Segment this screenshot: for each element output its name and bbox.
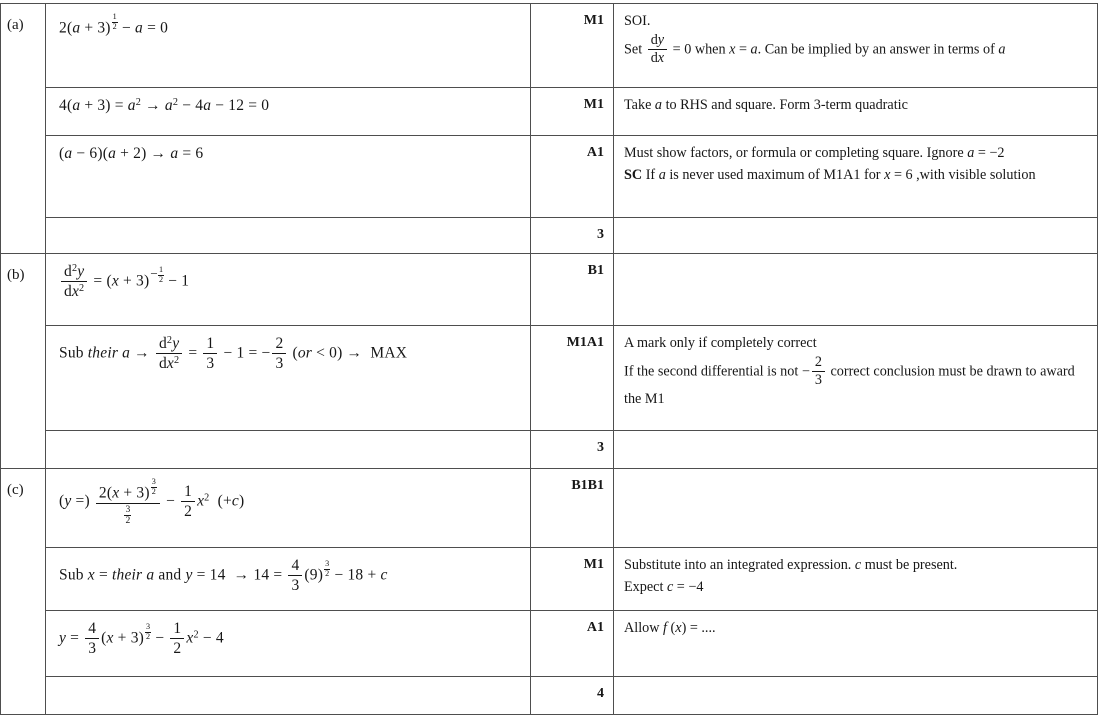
working-cell: y = $\frac{4}{3}$ (x + 3) $\frac{3}{2}$ − $\frac{1}{2}$ $x^2 - 4$ <box>46 611 531 677</box>
mark-cell: M1 <box>531 88 614 136</box>
guidance-cell: A mark only if completely correct If the second differential is not − $\frac{2}{3}$ correct conclusion must be drawn to award the M1 <box>614 326 1098 431</box>
working-cell: (a − 6)(a + 2) → a = 6 <box>46 136 531 218</box>
mark-scheme-row <box>1 4 1098 88</box>
part-label: (a) <box>1 4 46 254</box>
part-section <box>1 254 1098 469</box>
part-section <box>1 4 1098 254</box>
mark-scheme-table <box>0 3 1098 715</box>
mark-scheme-row <box>1 431 1098 469</box>
mark-cell: 4 <box>531 677 614 715</box>
guidance-cell: SOI. Set $\frac{dy}{dx}$ = 0 when x = a. Can be implied by an answer in terms of a <box>614 4 1098 88</box>
mark-cell: M1 <box>531 548 614 611</box>
mark-scheme-row <box>1 218 1098 254</box>
mark-cell: 3 <box>531 431 614 469</box>
guidance-cell <box>614 469 1098 548</box>
mark-scheme-row <box>1 254 1098 326</box>
working-cell: 2(a + 3) $\frac{1}{2}$ − a = 0 <box>46 4 531 88</box>
working-cell <box>46 218 531 254</box>
mark-cell: B1 <box>531 254 614 326</box>
working-cell: Sub x = their a and y = 14 → 14 = $\frac{4}{3}$ (9) $\frac{3}{2}$ − 18 + c <box>46 548 531 611</box>
part-label: (c) <box>1 469 46 715</box>
guidance-cell: Substitute into an integrated expression. c must be present. Expect c = −4 <box>614 548 1098 611</box>
working-cell: $\frac{d^2y}{dx^2}$ = (x + 3)− $\frac{1}{2}$ − 1 <box>46 254 531 326</box>
part-section <box>1 469 1098 715</box>
mark-scheme-row <box>1 677 1098 715</box>
guidance-cell <box>614 254 1098 326</box>
guidance-cell: Take a to RHS and square. Form 3-term quadratic <box>614 88 1098 136</box>
mark-scheme-row <box>1 469 1098 548</box>
working-cell: (y =) 2(x + 3) $\frac{3}{2}$ $\frac{3}{2}$ − $\frac{1}{2}$ $x^2$ (+c) <box>46 469 531 548</box>
working-cell <box>46 431 531 469</box>
mark-cell: A1 <box>531 136 614 218</box>
guidance-cell: Allow f (x) = .... <box>614 611 1098 677</box>
part-label: (b) <box>1 254 46 469</box>
mark-cell: M1 <box>531 4 614 88</box>
mark-scheme-row <box>1 326 1098 431</box>
mark-scheme-row <box>1 548 1098 611</box>
guidance-cell <box>614 431 1098 469</box>
guidance-cell <box>614 218 1098 254</box>
working-cell: Sub their a → $\frac{d^2y}{dx^2}$ = $\frac{1}{3}$ − 1 = − $\frac{2}{3}$ (or < 0) → MAX <box>46 326 531 431</box>
mark-cell: B1B1 <box>531 469 614 548</box>
mark-scheme-row <box>1 136 1098 218</box>
guidance-cell: Must show factors, or formula or completing square. Ignore a = −2 SC If a is never used maximum of M1A1 for x = 6 ,with visible solution <box>614 136 1098 218</box>
mark-scheme-row <box>1 611 1098 677</box>
mark-scheme-row <box>1 88 1098 136</box>
mark-cell: 3 <box>531 218 614 254</box>
mark-cell: A1 <box>531 611 614 677</box>
mark-cell: M1A1 <box>531 326 614 431</box>
working-cell <box>46 677 531 715</box>
guidance-cell <box>614 677 1098 715</box>
working-cell: $4(a + 3) = a^2 \to a^2 - 4a - 12 = 0$ <box>46 88 531 136</box>
